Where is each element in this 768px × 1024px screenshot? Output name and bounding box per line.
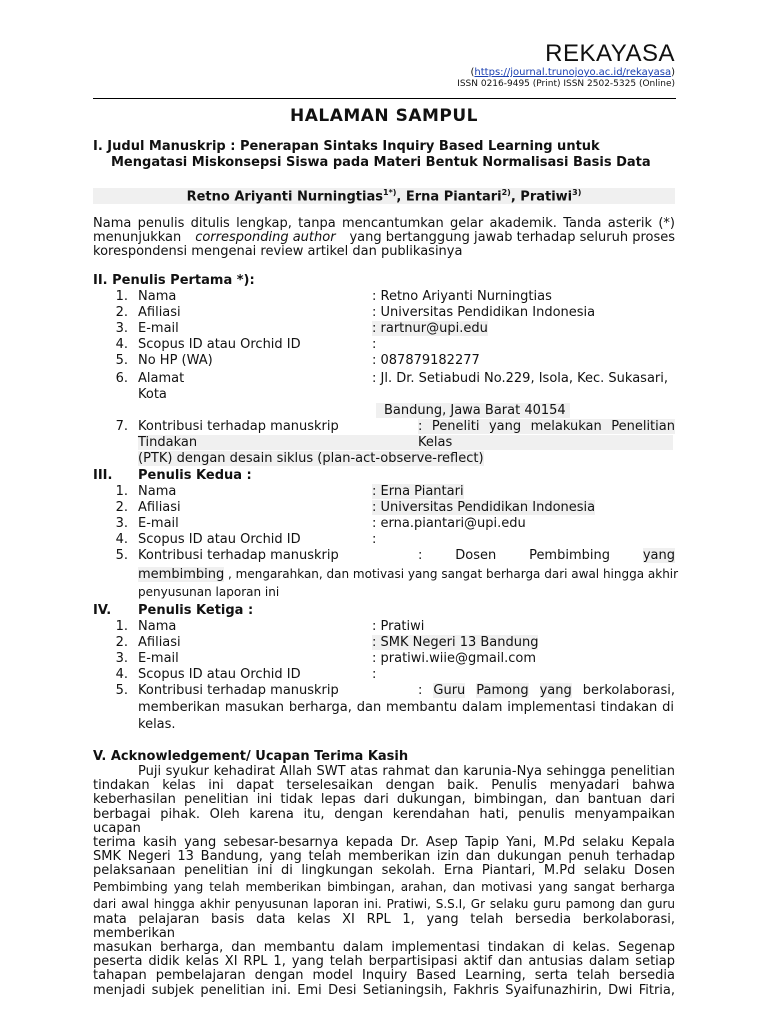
s2-num-5: 5. bbox=[115, 353, 128, 368]
section4-num: IV. bbox=[93, 603, 112, 618]
author-1-sup: 1*) bbox=[383, 188, 397, 197]
s2-num-4: 4. bbox=[115, 337, 128, 352]
ack-line: masukan berharga, dan membantu dalam implementasi tindakan di kelas. Segenap bbox=[93, 940, 675, 956]
s3-contrib-word: Dosen bbox=[455, 548, 497, 563]
s4-label-name: Nama bbox=[138, 619, 177, 634]
s2-num-7: 7. bbox=[115, 419, 128, 434]
note-line3: korespondensi mengenai review artikel dan publikasinya bbox=[93, 244, 463, 259]
s2-contrib-line3: (PTK) dengan desain siklus (plan-act-observe-reflect) bbox=[138, 451, 484, 466]
s4-contrib-word: berkolaborasi, bbox=[582, 683, 675, 698]
author-3: , Pratiwi bbox=[510, 189, 573, 205]
note-italic: corresponding author bbox=[195, 230, 336, 245]
s2-num-1: 1. bbox=[115, 289, 128, 304]
author-note bbox=[93, 217, 675, 259]
section4-heading: Penulis Ketiga : bbox=[138, 603, 254, 618]
s2-contrib-word: melakukan bbox=[530, 419, 602, 434]
s2-value-phone: : 087879182277 bbox=[372, 353, 480, 368]
s2-label-scopus: Scopus ID atau Orchid ID bbox=[138, 337, 301, 352]
manuscript-title-line1: I. Judul Manuskrip : Penerapan Sintaks Inquiry Based Learning untuk bbox=[93, 139, 600, 154]
s3-contrib-line2 bbox=[138, 567, 678, 582]
url-open-paren: ( bbox=[470, 67, 475, 78]
s2-value-affiliation: : Universitas Pendidikan Indonesia bbox=[372, 305, 596, 320]
journal-url-link[interactable]: https://journal.trunojoyo.ac.id/rekayasa bbox=[474, 67, 672, 78]
ack-line: menjadi subjek penelitian ini. Emi Desi Setianingsih, Fakhris Syaifunazhirin, Dwi Fitria, bbox=[93, 982, 675, 998]
s2-contrib-word: yang bbox=[488, 419, 522, 434]
note-rest: yang bertanggung jawab terhadap seluruh proses bbox=[349, 230, 675, 245]
s3-contrib-line1 bbox=[418, 548, 675, 563]
s2-label-phone: No HP (WA) bbox=[138, 353, 213, 368]
section3-heading: Penulis Kedua : bbox=[138, 468, 252, 483]
journal-url-line bbox=[471, 67, 675, 78]
s4-num-1: 1. bbox=[115, 619, 128, 634]
note-word: menunjukkan bbox=[93, 230, 182, 245]
s4-num-2: 2. bbox=[115, 635, 128, 650]
ack-line: tindakan kelas ini dapat terselesaikan dengan baik. Penulis menyadari bahwa bbox=[93, 778, 675, 794]
ack-line: berbagai pihak. Oleh karena itu, dengan kerendahan hati, penulis menyampaikan ucapan bbox=[93, 806, 675, 836]
s4-value-affiliation: : SMK Negeri 13 Bandung bbox=[372, 635, 539, 650]
s3-label-name: Nama bbox=[138, 484, 177, 499]
s2-num-2: 2. bbox=[115, 305, 128, 320]
s3-label-contrib: Kontribusi terhadap manuskrip bbox=[138, 548, 339, 563]
s2-num-6: 6. bbox=[115, 371, 128, 386]
journal-name: REKAYASA bbox=[545, 40, 675, 67]
s4-label-scopus: Scopus ID atau Orchid ID bbox=[138, 667, 301, 682]
s2-contrib-tindakan: Tindakan bbox=[138, 435, 198, 450]
s3-num-2: 2. bbox=[115, 500, 128, 515]
s3-contrib-word: Pembimbing bbox=[529, 548, 610, 563]
ack-line: keberhasilan penelitian ini tidak lepas dari dukungan, bimbingan, dan bantuan dari bbox=[93, 792, 675, 808]
page-title: HALAMAN SAMPUL bbox=[289, 106, 478, 126]
s4-contrib-word: Pamong bbox=[476, 683, 529, 698]
s4-contrib-word: yang bbox=[539, 683, 572, 698]
s2-label-address: Alamat bbox=[138, 371, 185, 386]
s4-contrib-word: Guru bbox=[433, 683, 466, 698]
author-3-sup: 3) bbox=[572, 188, 582, 197]
s3-value-name: : Erna Piantari bbox=[372, 484, 464, 499]
ack-line: pelaksanaan penelitian ini di lingkungan sekolah. Erna Piantari, M.Pd selaku Dosen bbox=[93, 863, 675, 879]
s4-contrib-line2: memberikan masukan berharga, dan membantu dalam implementasi tindakan di bbox=[138, 700, 674, 715]
s4-label-email: E-mail bbox=[138, 651, 179, 666]
section3-num: III. bbox=[93, 468, 113, 483]
s3-num-3: 3. bbox=[115, 516, 128, 531]
s3-num-4: 4. bbox=[115, 532, 128, 547]
s2-value-email: : rartnur@upi.edu bbox=[372, 321, 488, 336]
s2-contrib-line2-shade bbox=[138, 435, 673, 450]
s2-label-email: E-mail bbox=[138, 321, 179, 336]
acknowledgement-paragraph bbox=[93, 765, 675, 998]
s2-contrib-colon: : bbox=[418, 419, 423, 434]
note-line2 bbox=[93, 231, 675, 245]
ack-line: Puji syukur kehadirat Allah SWT atas rahmat dan karunia-Nya sehingga penelitian bbox=[138, 764, 675, 779]
manuscript-title-line2: Mengatasi Miskonsepsi Siswa pada Materi Bentuk Normalisasi Basis Data bbox=[111, 155, 651, 170]
s4-value-name: : Pratiwi bbox=[372, 619, 425, 634]
ack-line: mata pelajaran basis data kelas XI RPL 1, yang telah bersedia berkolaborasi, memberikan bbox=[93, 911, 675, 941]
s2-address-kota: Kota bbox=[138, 387, 167, 402]
ack-line: peserta didik kelas XI RPL 1, yang telah berpartisipasi aktif dan antusias dalam setiap bbox=[93, 954, 675, 970]
s3-label-email: E-mail bbox=[138, 516, 179, 531]
s4-value-email: : pratiwi.wiie@gmail.com bbox=[372, 651, 537, 666]
s2-label-affiliation: Afiliasi bbox=[138, 305, 181, 320]
s2-contrib-word: Peneliti bbox=[431, 419, 480, 434]
s3-label-scopus: Scopus ID atau Orchid ID bbox=[138, 532, 301, 547]
authors-line bbox=[0, 188, 768, 204]
s3-value-scopus: : bbox=[372, 532, 377, 547]
s2-contrib-word: Penelitian bbox=[611, 419, 675, 434]
ack-line: tahapan pembelajaran dengan model Inquiry Based Learning, serta telah bersedia bbox=[93, 968, 675, 984]
issn-line: ISSN 0216-9495 (Print) ISSN 2502-5325 (Online) bbox=[457, 79, 675, 89]
s4-label-affiliation: Afiliasi bbox=[138, 635, 181, 650]
s4-num-5: 5. bbox=[115, 683, 128, 698]
s4-num-4: 4. bbox=[115, 667, 128, 682]
s3-num-5: 5. bbox=[115, 548, 128, 563]
s4-label-contrib: Kontribusi terhadap manuskrip bbox=[138, 683, 339, 698]
s2-contrib-line1 bbox=[418, 419, 675, 434]
s2-value-scopus: : bbox=[372, 337, 377, 352]
s2-label-name: Nama bbox=[138, 289, 177, 304]
s4-contrib-line1 bbox=[418, 683, 675, 698]
s4-num-3: 3. bbox=[115, 651, 128, 666]
ack-line: SMK Negeri 13 Bandung, yang telah memberikan izin dan dukungan penuh terhadap bbox=[93, 849, 675, 865]
section5-heading: V. Acknowledgement/ Ucapan Terima Kasih bbox=[93, 749, 409, 764]
s4-value-scopus: : bbox=[372, 667, 377, 682]
header-divider bbox=[93, 98, 676, 99]
s2-contrib-kelas: Kelas bbox=[418, 435, 453, 450]
s3-label-affiliation: Afiliasi bbox=[138, 500, 181, 515]
s4-contrib-line3: kelas. bbox=[138, 717, 176, 732]
s3-contrib-colon: : bbox=[418, 548, 423, 563]
s3-contrib-line2-rest: , mengarahkan, dan motivasi yang sangat berharga dari awal hingga akhir bbox=[224, 567, 679, 581]
note-line1: Nama penulis ditulis lengkap, tanpa mencantumkan gelar akademik. Tanda asterik (*) bbox=[93, 216, 675, 231]
s2-address-line2: Bandung, Jawa Barat 40154 bbox=[376, 403, 570, 418]
s2-value-address: : Jl. Dr. Setiabudi No.229, Isola, Kec. Sukasari, bbox=[372, 371, 668, 386]
author-1: Retno Ariyanti Nurningtias bbox=[186, 189, 383, 205]
ack-line: Pembimbing yang telah memberikan bimbingan, arahan, dan motivasi yang sangat berharga bbox=[93, 879, 675, 894]
s3-value-email: : erna.piantari@upi.edu bbox=[372, 516, 526, 531]
ack-line: dari awal hingga akhir penyusunan laporan ini. Pratiwi, S.S.I, Gr selaku guru pamong dan guru bbox=[93, 896, 675, 911]
s3-value-affiliation: : Universitas Pendidikan Indonesia bbox=[372, 500, 596, 515]
s3-contrib-membimbing: membimbing bbox=[138, 567, 225, 582]
s2-num-3: 3. bbox=[115, 321, 128, 336]
section2-heading: II. Penulis Pertama *): bbox=[93, 273, 255, 288]
author-2: , Erna Piantari bbox=[396, 189, 502, 205]
s3-contrib-line3: penyusunan laporan ini bbox=[138, 585, 280, 599]
s3-num-1: 1. bbox=[115, 484, 128, 499]
url-close-paren: ) bbox=[671, 67, 675, 78]
s2-label-contrib: Kontribusi terhadap manuskrip bbox=[138, 419, 339, 434]
s4-contrib-colon: : bbox=[418, 683, 423, 698]
author-2-sup: 2) bbox=[501, 188, 511, 197]
s2-value-name: : Retno Ariyanti Nurningtias bbox=[372, 289, 552, 304]
ack-line: terima kasih yang sebesar-besarnya kepada Dr. Asep Tapip Yani, M.Pd selaku Kepala bbox=[93, 835, 675, 851]
s3-contrib-word: yang bbox=[642, 548, 675, 563]
